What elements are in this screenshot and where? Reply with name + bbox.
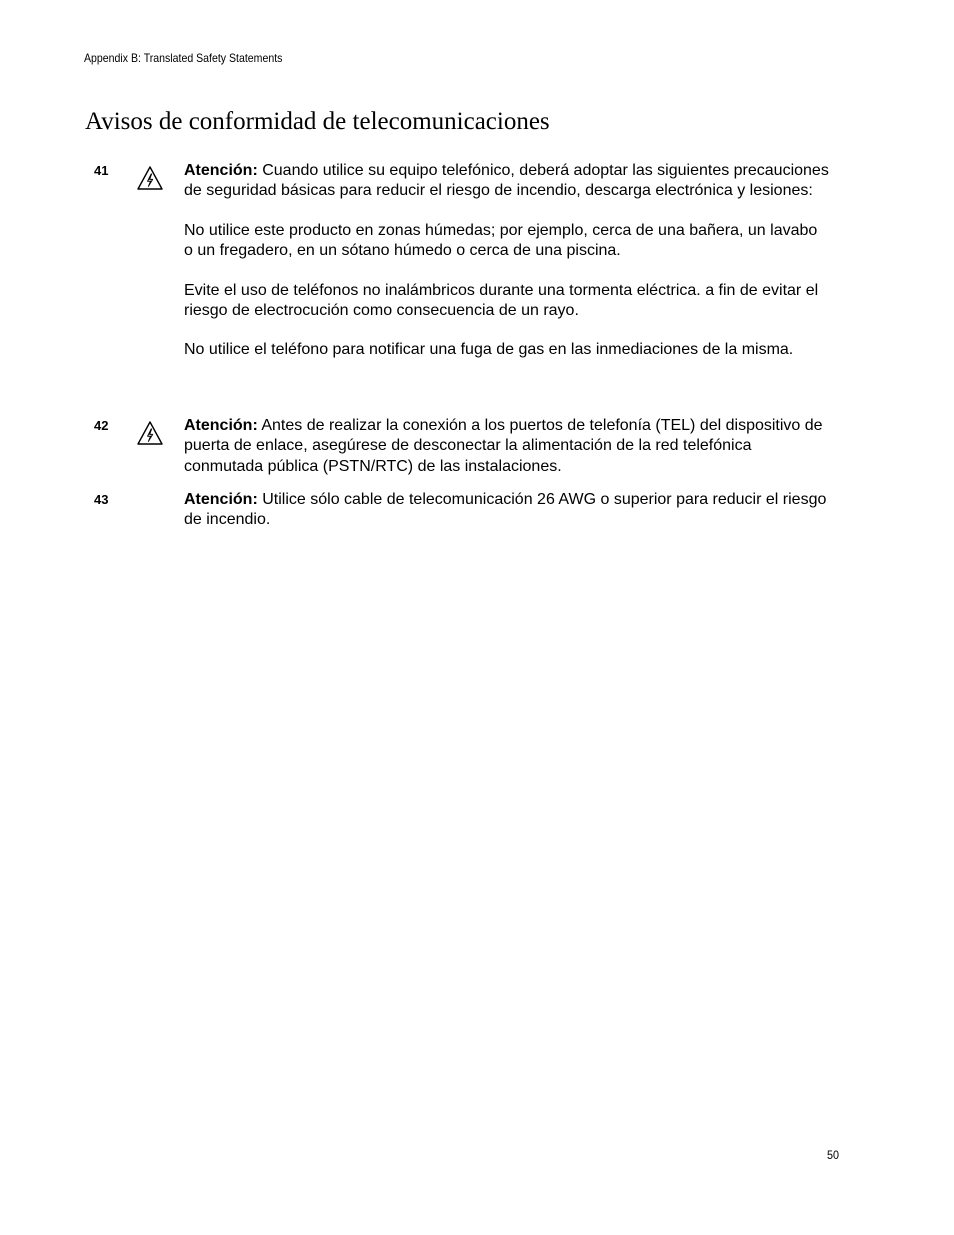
- statement-text: Antes de realizar la conexión a los puertos de telefonía (TEL) del dispositivo de puerta de enlace, asegúrese de desconectar la alimentación de la red telefónica conmutada pública (PSTN/RTC) de las instalaciones.: [184, 417, 823, 475]
- electrical-hazard-warning-icon: [136, 420, 164, 446]
- caution-label: Atención:: [184, 162, 258, 179]
- statement-paragraph: No utilice este producto en zonas húmedas; por ejemplo, cerca de una bañera, un lavabo o un fregadero, en un sótano húmedo o cerca de una piscina.: [184, 221, 818, 260]
- section-title: Avisos de conformidad de telecomunicaciones: [85, 108, 550, 135]
- statement-body: [184, 161, 829, 361]
- statement-number: 42: [94, 418, 109, 433]
- statement-paragraph: Evite el uso de teléfonos no inalámbricos durante una tormenta eléctrica. a fin de evitar el riesgo de electrocución como consecuencia de un rayo.: [184, 281, 819, 320]
- statement-text: Cuando utilice su equipo telefónico, deberá adoptar las siguientes precauciones de seguridad básicas para reducir el riesgo de incendio, descarga electrónica y lesiones:: [184, 162, 829, 200]
- statement-number: 41: [94, 163, 109, 178]
- statement-number: 43: [94, 492, 109, 507]
- statement-paragraph: [184, 490, 829, 531]
- statement-text: Utilice sólo cable de telecomunicación 26 AWG o superior para reducir el riesgo de incendio.: [184, 491, 827, 529]
- caution-label: Atención:: [184, 417, 258, 434]
- statement-paragraph: [184, 416, 829, 477]
- page-number: 50: [827, 1148, 840, 1162]
- statement-body: [184, 416, 829, 477]
- electrical-hazard-warning-icon: [136, 165, 164, 191]
- statement-paragraph: No utilice el teléfono para notificar una fuga de gas en las inmediaciones de la misma.: [184, 341, 794, 359]
- statement-paragraph: [184, 161, 829, 202]
- running-header: Appendix B: Translated Safety Statements: [84, 51, 283, 65]
- caution-label: Atención:: [184, 491, 258, 508]
- statement-body: [184, 490, 829, 531]
